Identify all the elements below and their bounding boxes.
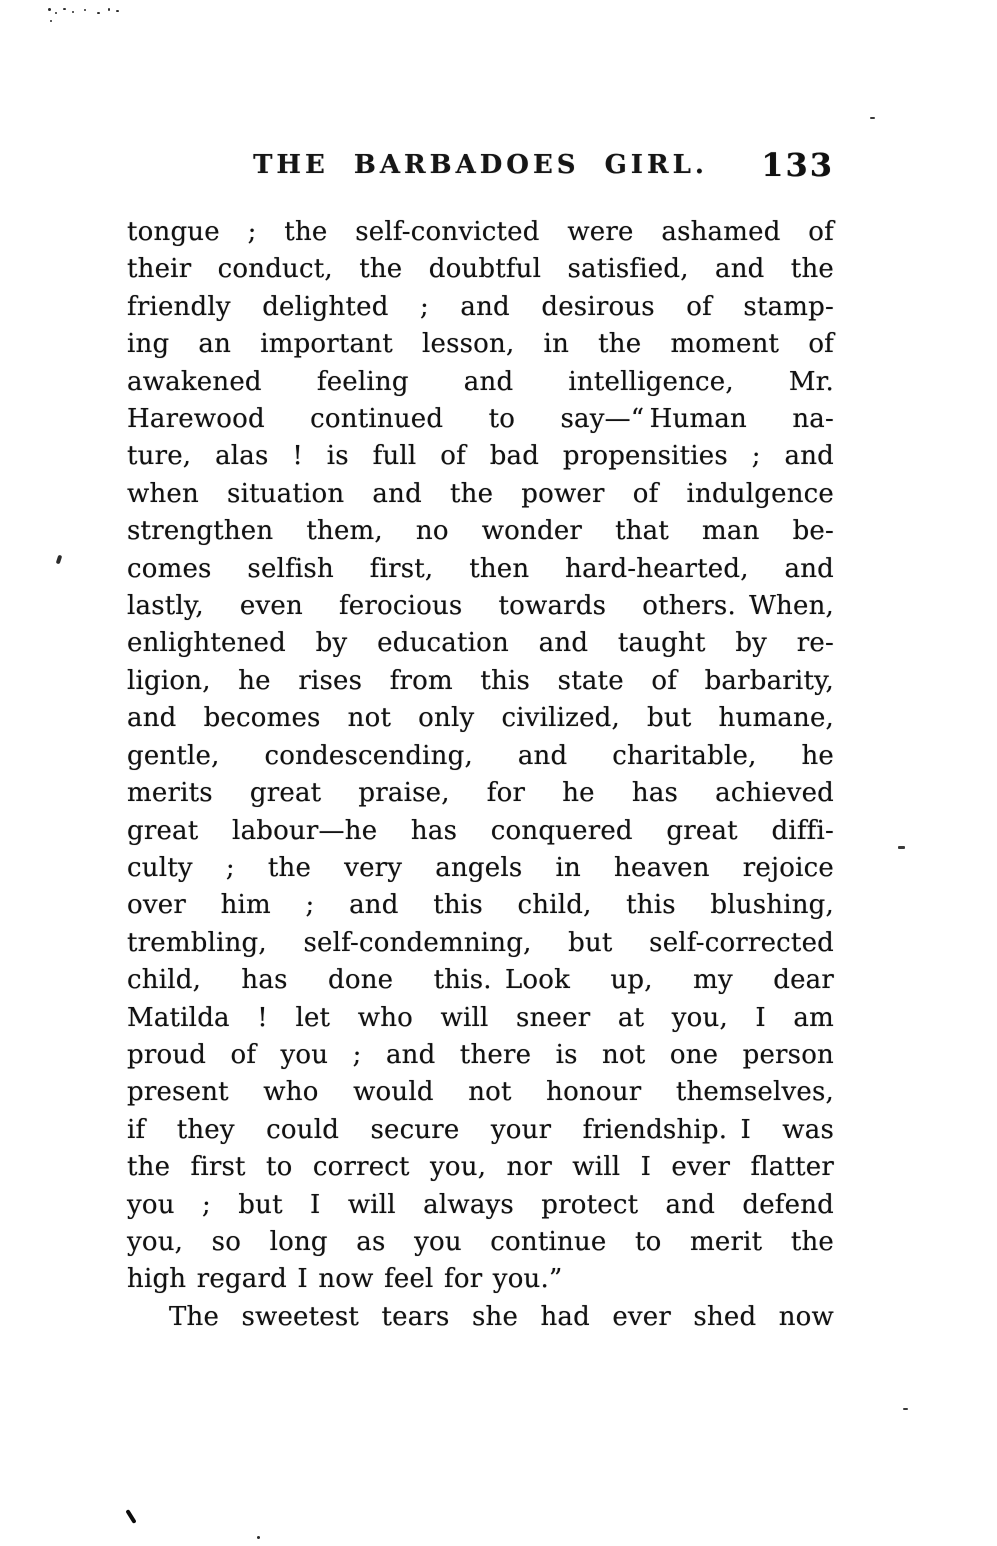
text-line: over him ; and this child, this blushing, [127, 890, 834, 921]
text-line: strengthen them, no wonder that man be- [127, 516, 834, 547]
scan-speckle [48, 8, 51, 11]
scan-speckle [898, 846, 905, 849]
text-line: present who would not honour themselves, [127, 1077, 834, 1108]
text-line: friendly delighted ; and desirous of stamp- [127, 291, 834, 322]
text-line: Harewood continued to say—“ Human na- [127, 404, 834, 435]
text-line: gentle, condescending, and charitable, he [127, 740, 834, 771]
text-line: child, has done this. Look up, my dear [127, 965, 834, 996]
running-title: THE BARBADOES GIRL. [253, 150, 708, 180]
scan-speckle [870, 117, 875, 119]
scan-speckle [257, 1536, 260, 1539]
text-line: awakened feeling and intelligence, Mr. [127, 366, 834, 397]
text-line: their conduct, the doubtful satisfied, and the [127, 254, 834, 285]
scan-mark [56, 555, 63, 565]
scan-speckle [116, 10, 119, 12]
text-line: ture, alas ! is full of bad propensities ; and [127, 441, 834, 472]
text-line: lastly, even ferocious towards others. When, [127, 591, 834, 622]
text-line: and becomes not only civilized, but humane, [127, 703, 834, 734]
text-line: high regard I now feel for you.” [127, 1264, 563, 1295]
scan-speckle [903, 1408, 908, 1410]
scan-speckle [108, 8, 110, 11]
text-line: if they could secure your friendship. I was [127, 1114, 834, 1145]
page-header [127, 146, 834, 192]
scan-speckle [97, 12, 100, 14]
text-line: merits great praise, for he has achieved [127, 778, 834, 809]
text-line: culty ; the very angels in heaven rejoice [127, 852, 834, 883]
scan-speckle [63, 8, 66, 10]
text-line: enlightened by education and taught by re- [127, 628, 834, 659]
page-number: 133 [761, 146, 834, 184]
page-body [127, 214, 834, 1336]
text-line: proud of you ; and there is not one person [127, 1039, 834, 1070]
text-line: when situation and the power of indulgence [127, 478, 834, 509]
scan-speckle [72, 11, 74, 13]
scan-mark [125, 1509, 136, 1524]
text-line: The sweetest tears she had ever shed now [169, 1301, 834, 1332]
text-line: you ; but I will always protect and defend [127, 1189, 834, 1220]
scan-speckle [84, 9, 86, 11]
text-line: comes selfish first, then hard-hearted, and [127, 553, 834, 584]
text-line: Matilda ! let who will sneer at you, I am [127, 1002, 834, 1033]
text-line: great labour—he has conquered great diffi- [127, 815, 834, 846]
text-line: you, so long as you continue to merit the [127, 1226, 834, 1257]
text-line: ligion, he rises from this state of barbarity, [127, 665, 834, 696]
text-line: trembling, self-condemning, but self-corrected [127, 927, 834, 958]
text-line: the first to correct you, nor will I ever flatter [127, 1152, 834, 1183]
text-line: ing an important lesson, in the moment of [127, 329, 834, 360]
scan-speckle [50, 20, 52, 22]
scan-speckle [55, 12, 57, 14]
text-line: tongue ; the self-convicted were ashamed of [127, 217, 834, 247]
